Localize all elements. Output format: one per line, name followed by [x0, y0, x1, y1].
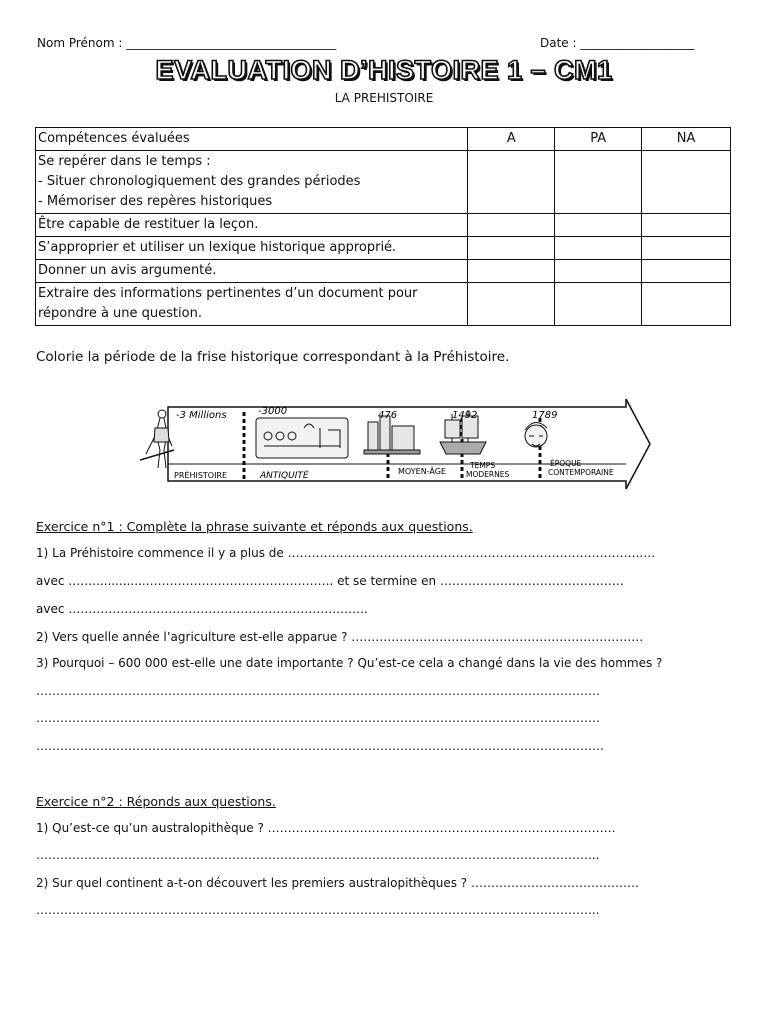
- period-label-prehistoire[interactable]: PRÉHISTOIRE: [174, 471, 228, 480]
- period-label-modernes[interactable]: MODERNES: [466, 470, 510, 479]
- table-row: [36, 283, 731, 326]
- answer-line[interactable]: 2) Vers quelle année l’agriculture est-elle apparue ? ……………………………………………………………….: [36, 630, 644, 644]
- timeline-frieze[interactable]: [140, 398, 660, 493]
- competence-cell: S’approprier et utiliser un lexique historique approprié.: [36, 237, 468, 260]
- exercise-1-label: Exercice n°1 :: [36, 519, 123, 534]
- table-row: [36, 214, 731, 237]
- period-label-moyen-age[interactable]: MOYEN-ÂGE: [398, 467, 446, 476]
- grade-cell-a[interactable]: [468, 283, 555, 326]
- table-row: [36, 260, 731, 283]
- table-row: [36, 237, 731, 260]
- answer-line[interactable]: 2) Sur quel continent a-t-on découvert les premiers australopithèques ? ……………………………………: [36, 876, 639, 890]
- question-line: 3) Pourquoi – 600 000 est-elle une date importante ? Qu’est-ce cela a changé dans la vie des hommes ?: [36, 656, 663, 670]
- date-label: 1492: [452, 410, 478, 421]
- column-header-na: NA: [642, 128, 731, 151]
- competence-cell: Donner un avis argumenté.: [36, 260, 468, 283]
- name-field-label[interactable]: Nom Prénom : ___________________________________: [37, 36, 337, 50]
- date-label: -3 Millions: [176, 410, 227, 421]
- period-label-contemporaine[interactable]: CONTEMPORAINE: [548, 468, 614, 477]
- grade-cell-pa[interactable]: [555, 214, 642, 237]
- competence-line: répondre à une question.: [38, 306, 202, 321]
- exercise-1-heading: [36, 519, 473, 534]
- grade-cell-na[interactable]: [642, 151, 731, 214]
- date-field-label[interactable]: Date : ___________________: [540, 36, 695, 50]
- grade-cell-a[interactable]: [468, 237, 555, 260]
- answer-line[interactable]: avec ……..............……………………………………….. et se termine en ……………….………………………: [36, 574, 624, 588]
- answer-line[interactable]: avec ………………………………………………………….……..: [36, 602, 368, 616]
- answer-line[interactable]: ……………………………………………………………………………………………………………………………: [36, 684, 600, 698]
- competence-line: Se repérer dans le temps :: [38, 154, 211, 169]
- answer-line[interactable]: …………………………………………………………………………………………………………………………...: [36, 903, 600, 917]
- answer-line[interactable]: …………………………………………………………………………………………………………………………….: [36, 739, 604, 753]
- period-label-epoque[interactable]: ÉPOQUE: [550, 459, 582, 468]
- table-row: [36, 151, 731, 214]
- grade-cell-na[interactable]: [642, 237, 731, 260]
- exercise-2-label: Exercice n°2 :: [36, 794, 123, 809]
- grade-cell-na[interactable]: [642, 283, 731, 326]
- answer-line[interactable]: 1) Qu’est-ce qu’un australopithèque ? ……………………………………………………………………………: [36, 821, 616, 835]
- page-title: EVALUATION D’HISTOIRE 1 – CM1: [155, 55, 613, 85]
- period-label-antiquite[interactable]: ANTIQUITÉ: [260, 471, 309, 481]
- table-header-row: [36, 128, 731, 151]
- grade-cell-pa[interactable]: [555, 237, 642, 260]
- period-label-temps[interactable]: TEMPS: [470, 461, 496, 470]
- grade-cell-a[interactable]: [468, 214, 555, 237]
- answer-line[interactable]: 1) La Préhistoire commence il y a plus de ……………………………………………………………………………..…: [36, 546, 656, 560]
- grade-cell-pa[interactable]: [555, 260, 642, 283]
- page-subtitle: LA PREHISTOIRE: [334, 91, 434, 105]
- date-label: 1789: [532, 410, 558, 421]
- grade-cell-na[interactable]: [642, 260, 731, 283]
- date-label: -3000: [258, 406, 288, 417]
- competence-line: Extraire des informations pertinentes d’un document pour: [38, 286, 418, 301]
- exercise-2-instruction: Réponds aux questions.: [122, 794, 276, 809]
- competence-line: - Mémoriser des repères historiques: [38, 194, 273, 209]
- competence-cell: [36, 151, 468, 214]
- answer-line[interactable]: …………………………………………………………………………………………………………………………...: [36, 848, 600, 862]
- competence-cell: [36, 283, 468, 326]
- exercise-1-instruction: Complète la phrase suivante et réponds aux questions.: [122, 519, 473, 534]
- exercise-2-heading: [36, 794, 276, 809]
- competence-cell: Être capable de restituer la leçon.: [36, 214, 468, 237]
- grade-cell-na[interactable]: [642, 214, 731, 237]
- grade-cell-pa[interactable]: [555, 283, 642, 326]
- date-label: 476: [378, 410, 398, 421]
- column-header-a: A: [468, 128, 555, 151]
- answer-line[interactable]: ……………………………………………………………………………………………………………………………: [36, 711, 600, 725]
- grade-cell-a[interactable]: [468, 260, 555, 283]
- competence-line: - Situer chronologiquement des grandes périodes: [38, 174, 361, 189]
- grade-cell-pa[interactable]: [555, 151, 642, 214]
- grade-cell-a[interactable]: [468, 151, 555, 214]
- column-header-pa: PA: [555, 128, 642, 151]
- hieroglyph-tablet-icon: [256, 418, 348, 458]
- coloring-instruction: Colorie la période de la frise historique correspondant à la Préhistoire.: [36, 349, 510, 365]
- column-header-competences: Compétences évaluées: [36, 128, 468, 151]
- competences-table: [35, 127, 731, 326]
